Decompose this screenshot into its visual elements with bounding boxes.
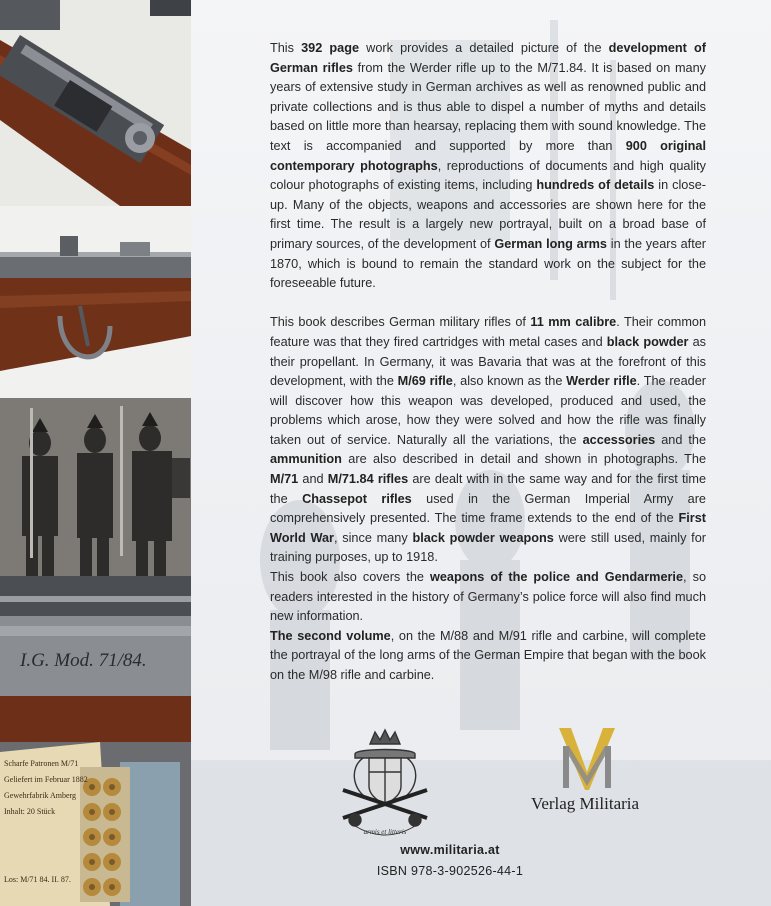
text-run: from the Werder rifle up to the M/71.84. It is based on many years of extensive study in German archives as well as renowned public and private collections and is thus able to dispel a number of myths and details based on little more than hearsay, replacing them with sound knowledge. The text is accompanied and supported by more than (270, 60, 706, 153)
text-run: , on the M/88 and M/91 rifle and carbine, will complete the portrayal of the long arms of the German Empire that began with the book on the M/98 rifle and carbine. (270, 628, 706, 682)
highlight-phrase: First World War (270, 511, 706, 545)
highlight-phrase: 900 original contemporary photographs (270, 138, 706, 173)
photo-strip (0, 0, 191, 906)
photo-soldiers (0, 398, 191, 576)
text-run: work provides a detailed picture of the (359, 41, 609, 55)
text-run: . Their common feature was that they fired cartridges with metal cases and (270, 315, 706, 349)
coat-of-arms-icon (335, 728, 435, 838)
photo-cartridge-box (0, 742, 191, 906)
highlight-phrase: Werder rifle (566, 374, 637, 389)
text-run: . The reader will discover how this weapon was developed, produced and used, the problems which arose, how they were solved and how the rifle was finally taken out of service. Naturally all the variations, the (270, 374, 707, 447)
text-run: This book describes German military rifles of (270, 315, 531, 330)
text-run: , also known as the (452, 374, 567, 389)
highlight-phrase: The second volume (270, 628, 391, 643)
paragraph-intro (270, 39, 706, 294)
box-label-line: Gewehrfabrik Amberg (4, 791, 77, 800)
text-run: This book also covers the (270, 570, 430, 585)
photo-rifle-bolt (0, 0, 191, 206)
text-run: This (270, 41, 302, 55)
vm-monogram-icon (557, 728, 617, 790)
highlight-phrase: M/71 (270, 472, 299, 487)
highlight-phrase: 11 mm calibre (530, 315, 617, 330)
box-label-line: Scharfe Patronen M/71 (4, 759, 79, 768)
text-run: and the (655, 432, 706, 447)
text-run: are dealt with in the same way and for the first time the (270, 472, 706, 506)
highlight-phrase: M/69 rifle (397, 374, 453, 389)
highlight-phrase: black powder weapons (412, 530, 554, 545)
text-run: were still used, mainly for training purposes, up to 1918. (270, 530, 706, 565)
paragraph-calibre (270, 313, 706, 568)
text-run: , reproductions of documents and high quality colour photographs of existing items, including (270, 158, 706, 193)
highlight-phrase: black powder (606, 334, 689, 349)
stamp-text: I.G. Mod. 71/84. (20, 650, 147, 671)
highlight-phrase: hundreds of details (536, 178, 655, 193)
box-label-line: Los: M/71 84. II. 87. (4, 875, 71, 884)
highlight-phrase: accessories (582, 432, 656, 447)
publisher-name: Verlag Militaria (530, 794, 640, 813)
highlight-phrase: development of German rifles (270, 41, 707, 75)
photo-rifle-trigger (0, 206, 191, 398)
paragraph-second-volume (270, 627, 706, 686)
highlight-phrase: M/71.84 rifles (327, 472, 409, 487)
text-run: , since many (333, 530, 413, 545)
text-run: used in the German Imperial Army are comprehensively presented. The time frame extends to the end of the (270, 491, 706, 526)
publisher-website[interactable]: www.militaria.at (400, 843, 500, 857)
paragraph-police (270, 568, 706, 627)
text-run: as their propellant. In Germany, it was Bavaria that was at the forefront of this development, with the (270, 334, 706, 389)
text-run: in the years after 1870, which is bound to remain the standard work on the subject for the foreseeable future. (270, 236, 706, 291)
text-run: in close-up. Many of the objects, weapons and accessories are shown here for the first time. The result is a largely new portrayal, built on a broad base of primary sources, of the development of (270, 178, 706, 251)
description-text (270, 39, 706, 686)
crest-motto: armis et litteris (363, 828, 407, 836)
photo-stamp-marking (0, 576, 191, 742)
highlight-phrase: weapons of the police and Gendarmerie (430, 570, 684, 585)
highlight-phrase: 392 page (301, 41, 360, 55)
text-run: and (298, 472, 328, 487)
highlight-phrase: German long arms (494, 236, 607, 251)
text-run: are also described in detail and shown in photographs. The (341, 452, 706, 467)
highlight-phrase: ammunition (270, 452, 342, 467)
publisher-logo (520, 728, 650, 824)
highlight-phrase: Chassepot rifles (302, 491, 412, 506)
box-label-line: Inhalt: 20 Stück (4, 807, 56, 816)
isbn-number: ISBN 978-3-902526-44-1 (376, 864, 524, 878)
text-run: , so readers interested in the history of Germany’s police force will also find much new information. (270, 570, 707, 624)
box-label-line: Geliefert im Februar 1882 (4, 775, 88, 784)
